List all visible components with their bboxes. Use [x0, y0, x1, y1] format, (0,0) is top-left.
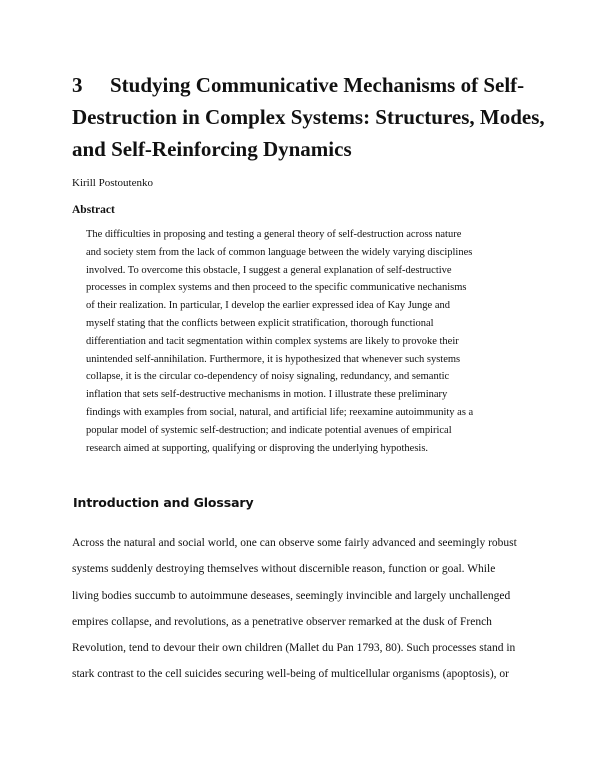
chapter-title	[72, 69, 545, 165]
chapter-number: 3	[72, 73, 83, 97]
abstract-heading: Abstract	[72, 204, 115, 216]
abstract-line: and society stem from the lack of common language between the widely varying disciplines	[86, 246, 473, 258]
abstract-line: The difficulties in proposing and testing a general theory of self-destruction across nature	[86, 229, 462, 240]
body-line: Across the natural and social world, one can observe some fairly advanced and seemingly robust	[72, 537, 517, 549]
body-line: empires collapse, and revolutions, as a penetrative observer remarked at the dusk of French	[72, 615, 492, 628]
abstract-line: differentiation and tacit segmentation within complex systems are likely to provoke their	[86, 335, 459, 347]
abstract-line: of their realization. In particular, I develop the earlier expressed idea of Kay Junge and	[86, 300, 451, 312]
body-line: systems suddenly destroying themselves without discernible reason, function or goal. While	[72, 563, 496, 576]
abstract-body	[86, 226, 506, 457]
abstract-line: inflation that sets self-destructive mechanisms in motion. I illustrate these preliminary	[86, 389, 448, 401]
author-name: Kirill Postoutenko	[72, 177, 153, 189]
chapter-title-line: 3 Studying Communicative Mechanisms of Self-	[72, 69, 542, 101]
section-heading: Introduction and Glossary	[73, 495, 254, 510]
body-line: stark contrast to the cell suicides securing well-being of multicellular organisms (apoptosis), or	[72, 668, 509, 681]
body-line: living bodies succumb to autoimmune deseases, seemingly invincible and largely unchallenged	[72, 589, 511, 602]
abstract-line: popular model of systemic self-destruction; and indicate potential avenues of empirical	[86, 424, 452, 436]
abstract-line: collapse, it is the circular co-dependency of noisy signaling, redundancy, and semantic	[86, 371, 450, 383]
abstract-line: involved. To overcome this obstacle, I suggest a general explanation of self-destructive	[86, 264, 452, 276]
abstract-line: myself stating that the conflicts between explicit stratification, thorough functional	[86, 317, 434, 329]
body-line: Revolution, tend to devour their own children (Mallet du Pan 1793, 80). Such processes stand in	[72, 642, 516, 655]
abstract-line: processes in complex systems and then proceed to the specific communicative nechanisms	[86, 282, 467, 294]
abstract-line: unintended self-annihilation. Furthermore, it is hypothesized that whenever such systems	[86, 353, 461, 365]
abstract-line: research aimed at supporting, qualifying or disproving the underlying hypothesis.	[86, 442, 429, 454]
chapter-title-line: Destruction in Complex Systems: Structures, Modes,	[72, 105, 545, 129]
body-paragraph	[72, 530, 532, 688]
chapter-title-line: and Self-Reinforcing Dynamics	[72, 137, 352, 161]
abstract-line: findings with examples from social, natural, and artificial life; reexamine autoimmunity as a	[86, 406, 474, 418]
